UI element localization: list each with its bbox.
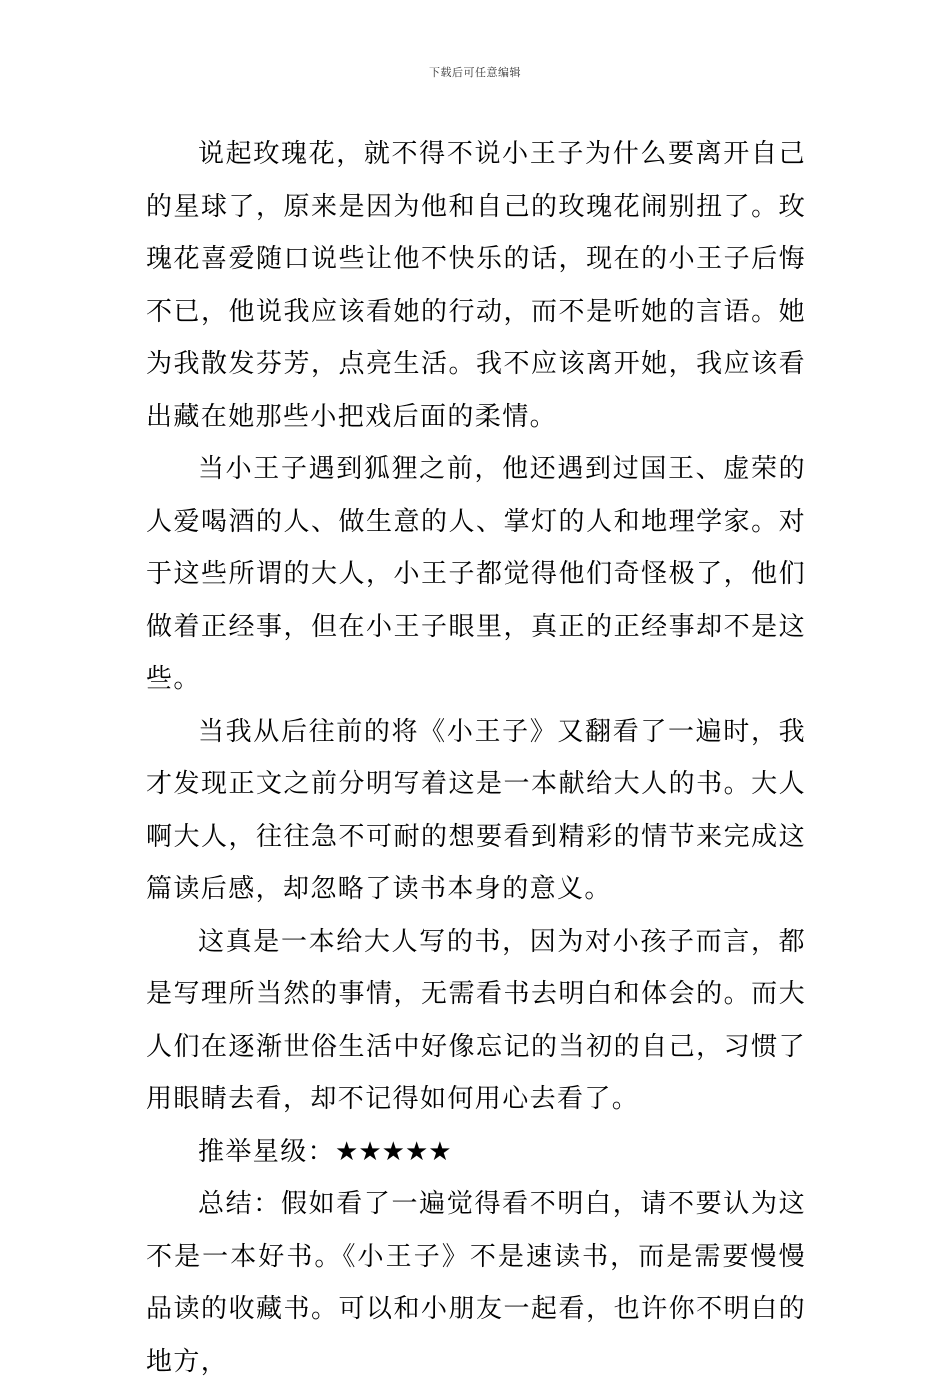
paragraph-dedication: 当我从后往前的将《小王子》又翻看了一遍时，我才发现正文之前分明写着这是一本献给大人的书。大人啊大人，往往急不可耐的想要看到精彩的情节来完成这篇读后感，却忽略了读书本身的意义。 (146, 716, 806, 904)
rating-stars: ★★★★★ (335, 1136, 452, 1167)
paragraph-adults: 当小王子遇到狐狸之前，他还遇到过国王、虚荣的人爱喝酒的人、做生意的人、掌灯的人和地理学家。对于这些所谓的大人，小王子都觉得他们奇怪极了，他们做着正经事，但在小王子眼里，真正的正经事却不是这些。 (146, 454, 806, 694)
rating-line (146, 1126, 806, 1179)
rating-label: 推举星级： (198, 1136, 336, 1167)
paragraph-rose: 说起玫瑰花，就不得不说小王子为什么要离开自己的星球了，原来是因为他和自己的玫瑰花闹别扭了。玫瑰花喜爱随口说些让他不快乐的话，现在的小王子后悔不已，他说我应该看她的行动，而不是听她的言语。她为我散发芬芳，点亮生活。我不应该离开她，我应该看出藏在她那些小把戏后面的柔情。 (146, 139, 806, 432)
article-body (146, 128, 806, 1388)
paragraph-summary: 总结：假如看了一遍觉得看不明白，请不要认为这不是一本好书。《小王子》不是速读书，而是需要慢慢品读的收藏书。可以和小朋友一起看，也许你不明白的地方， (146, 1189, 806, 1377)
header-note: 下载后可任意编辑 (429, 66, 521, 79)
paragraph-book-for-adults: 这真是一本给大人写的书，因为对小孩子而言，都是写理所当然的事情，无需看书去明白和体会的。而大人们在逐渐世俗生活中好像忘记的当初的自己，习惯了用眼睛去看，却不记得如何用心去看了。 (146, 926, 806, 1114)
